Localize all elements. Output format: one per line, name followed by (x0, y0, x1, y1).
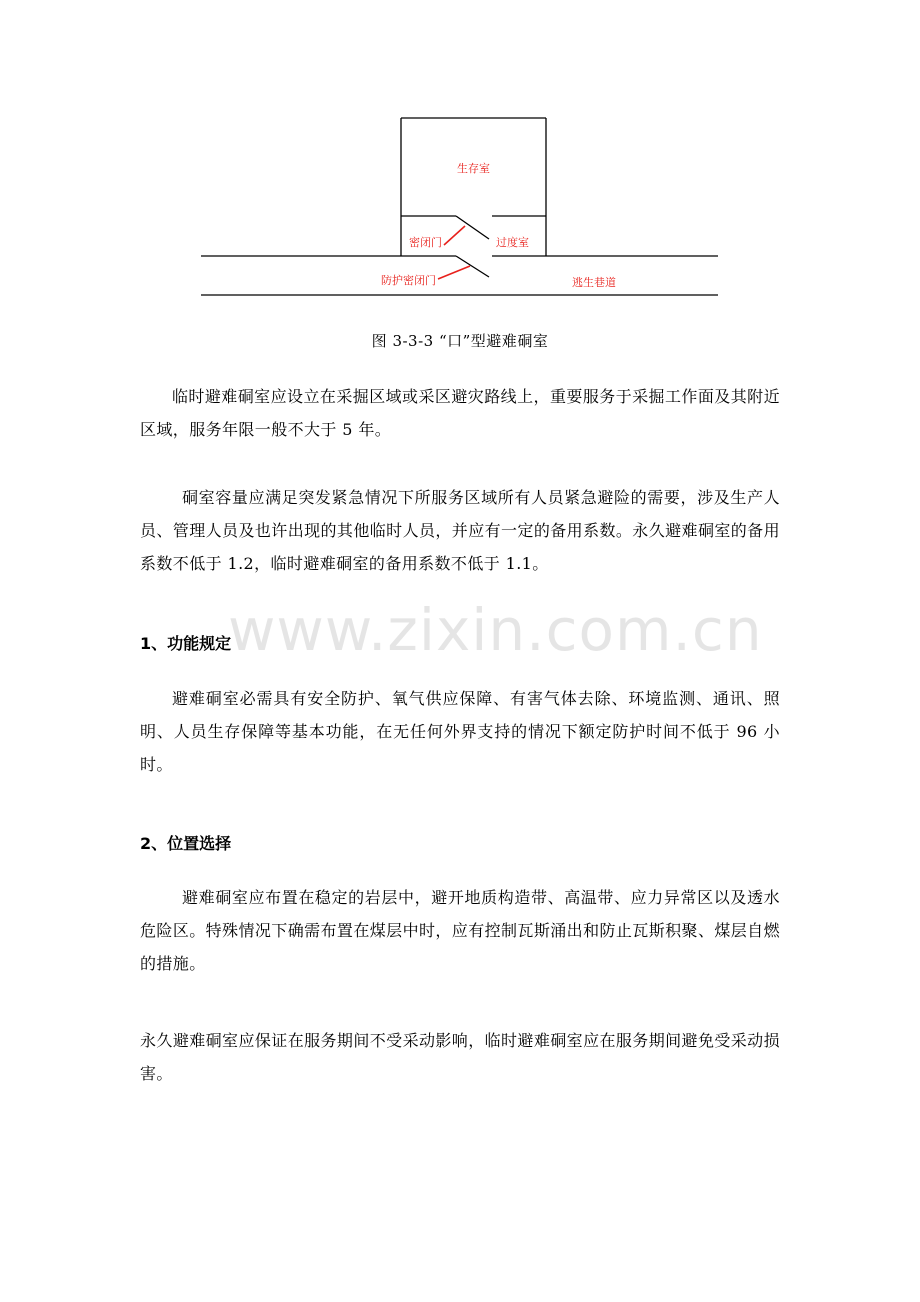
escape-roadway-label: 逃生巷道 (572, 276, 616, 289)
airtight-door-pointer (444, 226, 465, 245)
survival-room-label: 生存室 (457, 162, 490, 175)
protective-door-label: 防护密闭门 (381, 274, 436, 287)
paragraph-mining-influence: 永久避难硐室应保证在服务期间不受采动影响，临时避难硐室应在服务期间避免受采动损害。 (140, 1031, 780, 1083)
heading-location: 2、位置选择 (140, 834, 232, 853)
protective-door-leaf (456, 256, 489, 277)
figure-caption: 图 3-3-3 “口”型避难硐室 (371, 332, 549, 350)
paragraph-temporary-shelter: 临时避难硐室应设立在采掘区域或采区避灾路线上，重要服务于采掘工作面及其附近区域，服务年限一般不大于 5 年。 (140, 387, 780, 439)
shelter-diagram (0, 0, 920, 320)
watermark: www.zixin.com.cn (228, 596, 763, 664)
airtight-door-label: 密闭门 (409, 236, 442, 249)
paragraph-location: 避难硐室应布置在稳定的岩层中，避开地质构造带、高温带、应力异常区以及透水危险区。特殊情况下确需布置在煤层中时，应有控制瓦斯涌出和防止瓦斯积聚、煤层自燃的措施。 (140, 888, 780, 973)
protective-door-pointer (438, 266, 470, 279)
airtight-door-leaf (456, 216, 489, 239)
transition-room-label: 过度室 (496, 236, 529, 249)
paragraph-capacity: 硐室容量应满足突发紧急情况下所服务区域所有人员紧急避险的需要，涉及生产人员、管理人员及也许出现的其他临时人员，并应有一定的备用系数。永久避难硐室的备用系数不低于 1.2，临时避难硐室的备用系数不低于 1.1。 (140, 488, 780, 573)
heading-function: 1、功能规定 (140, 634, 232, 653)
paragraph-function: 避难硐室必需具有安全防护、氧气供应保障、有害气体去除、环境监测、通讯、照明、人员生存保障等基本功能，在无任何外界支持的情况下额定防护时间不低于 96 小时。 (140, 689, 780, 774)
